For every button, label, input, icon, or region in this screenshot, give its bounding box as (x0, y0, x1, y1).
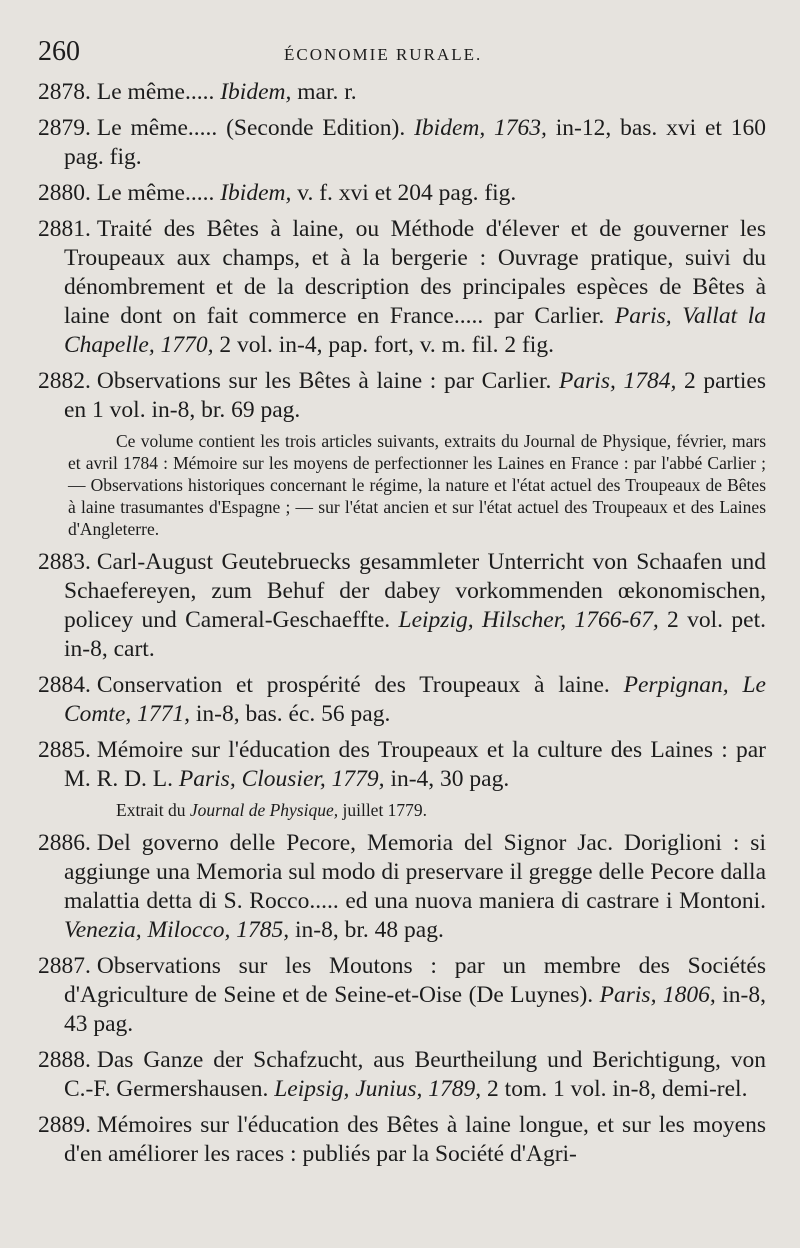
entry-text: Le même..... (96, 180, 221, 206)
entry-details: in-8, 43 pag. (64, 982, 767, 1037)
entry-imprint: Paris, Vallat la Chapelle, 1770, (64, 303, 766, 358)
catalog-entry (38, 671, 766, 729)
entry-details: 2 parties en 1 vol. in-8, br. 69 pag. (64, 368, 767, 423)
entry-imprint: Paris, 1784, (559, 368, 677, 394)
entry-text: Le même..... (Seconde Edition). (96, 115, 415, 141)
entry-imprint: Ibidem, (220, 180, 292, 206)
entry-details: 2 vol. pet. in-8, cart. (64, 607, 766, 662)
entry-number: 2878. (38, 79, 91, 105)
entry-text: Observations sur les Moutons : par un membre des Sociétés d'Agriculture de Seine et de Seine-et-Oise (De Luynes). (64, 953, 766, 1008)
entry-imprint: Paris, 1806, (599, 982, 716, 1008)
entry-details: in-8, br. 48 pag. (289, 917, 444, 943)
entry-number: 2887. (38, 953, 91, 979)
catalog-entry (38, 114, 766, 172)
entry-text: Conservation et prospérité des Troupeaux à laine. (96, 672, 624, 698)
entry-imprint: Ibidem, 1763, (414, 115, 547, 141)
entry-details: 2 vol. in-4, pap. fort, v. m. fil. 2 fig. (213, 332, 554, 358)
entry-details: in-4, 30 pag. (384, 766, 510, 792)
page-number: 260 (38, 36, 80, 67)
entry-number: 2880. (38, 180, 91, 206)
entry-text: Carl-August Geutebruecks gesammleter Unterricht von Schaafen und Schaefereyen, zum Behuf der dabey vorkommenden œkonomischen, policey und Cameral-Geschaeffte. (64, 549, 766, 633)
entry-details: v. f. xvi et 204 pag. fig. (291, 180, 517, 206)
entry-imprint: Leipsig, Junius, 1789, (274, 1076, 482, 1102)
entry-number: 2883. (38, 549, 91, 575)
entry-note: Ce volume contient les trois articles suivants, extraits du Journal de Physique, février, mars et avril 1784 : Mémoire sur les moyens de perfectionner les Laines en France : par l'abbé Carlier ; — Observations historiques concernant le régime, la nature et l'état actuel des Troupeaux de Bêtes à laine trasumantes d'Espagne ; — sur l'état ancien et sur l'état actuel des Troupeaux et des Laines d'Angleterre. (68, 431, 766, 539)
catalog-entry (38, 736, 766, 794)
entry-details: in-8, bas. éc. 56 pag. (189, 701, 391, 727)
entry-number: 2882. (38, 368, 91, 394)
entry-number: 2881. (38, 216, 91, 242)
entry-text: Del governo delle Pecore, Memoria del Signor Jac. Doriglioni : si aggiunge una Memoria sul modo di preservare il gregge delle Pecore dalla malattia detta di S. Rocco..... ed una nuova maniera di castrare i Montoni. (64, 830, 766, 914)
catalog-entry (38, 78, 766, 107)
entry-imprint: Paris, Clousier, 1779, (178, 766, 385, 792)
entry-text: Traité des Bêtes à laine, ou Méthode d'élever et de gouverner les Troupeaux aux champs, et à la bergerie : Ouvrage pratique, suivi du dénombrement et de la description des principales espèces de Bêtes à laine dont on fait commerce en France..... par Carlier. (64, 216, 766, 329)
entry-imprint: Ibidem, (220, 79, 292, 105)
entry-text: Mémoire sur l'éducation des Troupeaux et la culture des Laines : par M. R. D. L. (64, 737, 766, 792)
entry-number: 2879. (38, 115, 91, 141)
catalog-entry (38, 215, 766, 360)
entry-imprint: Leipzig, Hilscher, 1766-67, (398, 607, 659, 633)
running-head: ÉCONOMIE RURALE. (284, 45, 483, 64)
entry-imprint: Venezia, Milocco, 1785, (64, 917, 290, 943)
catalog-entry (38, 1046, 766, 1104)
catalog-entry (38, 952, 766, 1039)
entry-details: mar. r. (291, 79, 357, 105)
page-header (38, 36, 766, 76)
catalog-entry (38, 548, 766, 664)
entry-number: 2885. (38, 737, 91, 763)
note-text: juillet 1779. (338, 800, 428, 820)
entry-text: Mémoires sur l'éducation des Bêtes à laine longue, et sur les moyens d'en améliorer les races : publiés par la Société d'Agri- (64, 1112, 766, 1167)
entry-number: 2884. (38, 672, 91, 698)
entry-number: 2889. (38, 1112, 91, 1138)
note-text: Extrait du (116, 800, 190, 820)
catalog-entry (38, 1111, 766, 1169)
entry-note (38, 799, 766, 821)
entry-number: 2888. (38, 1047, 91, 1073)
catalog-entry (38, 179, 766, 208)
entry-details: 2 tom. 1 vol. in-8, demi-rel. (481, 1076, 748, 1102)
note-journal-title: Journal de Physique, (189, 800, 339, 820)
entry-number: 2886. (38, 830, 91, 856)
catalog-entry (38, 829, 766, 945)
entry-imprint: Perpignan, Le Comte, 1771, (64, 672, 766, 727)
entry-text: Observations sur les Bêtes à laine : par Carlier. (96, 368, 560, 394)
entry-text: Le même..... (96, 79, 221, 105)
entry-details: in-12, bas. xvi et 160 pag. fig. (64, 115, 766, 170)
entry-text: Das Ganze der Schafzucht, aus Beurtheilung und Berichtigung, von C.-F. Germershausen. (64, 1047, 766, 1102)
catalog-entry (38, 367, 766, 425)
